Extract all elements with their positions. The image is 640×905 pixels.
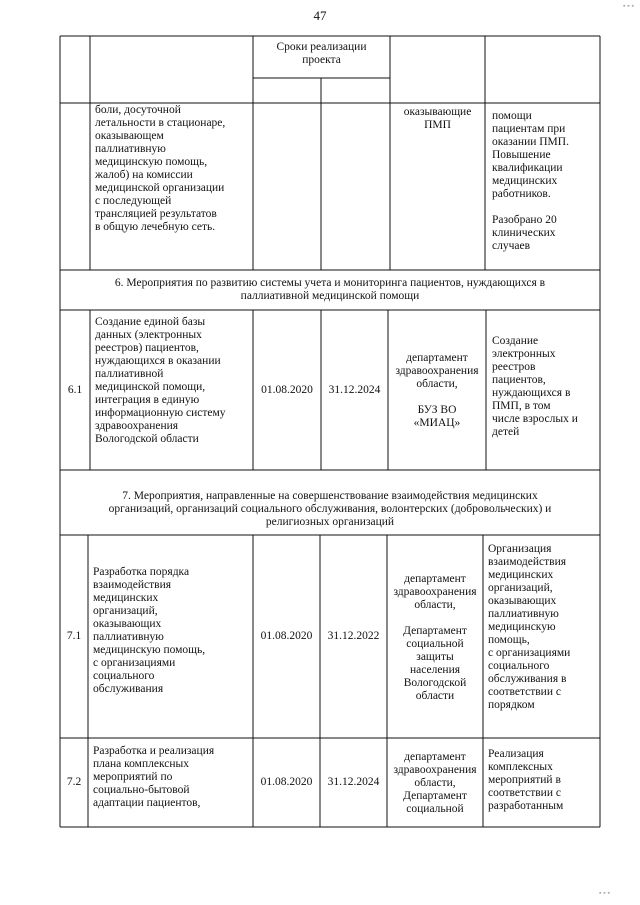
page-number: 47 (313, 8, 327, 23)
cont-result: помощи пациентам при оказании ПМП. Повышение квалификации медицинских работников. Разобрано 20 клинических случаев (492, 110, 569, 252)
row-7-2-executor: департамент здравоохранения области, Департамент социальной (393, 751, 477, 815)
row-7-1-executor: департамент здравоохранения области, Департамент социальной защиты населения Вологодской области (393, 573, 477, 702)
timeline-heading: Сроки реализации проекта (276, 41, 367, 66)
corner-mark: ▪ ▪ ▪ (623, 2, 634, 10)
row-7-1-num: 7.1 (66, 630, 82, 642)
bottom-mark: ▪ ▪ ▪ (599, 889, 610, 897)
row-7-1-end: 31.12.2022 (327, 630, 380, 642)
row-6-1-description: Создание единой базы данных (электронных реестров) пациентов, нуждающихся в оказании паллиативной медицинской помощи, интеграция в единую информационную систему здравоохранения Вологодской области (95, 316, 226, 445)
row-7-1-result: Организация взаимодействия медицинских организаций, оказывающих паллиативную медицинскую помощь, с организациями социального обслуживания в соответствии с порядком (488, 543, 571, 711)
row-6-1-start: 01.08.2020 (261, 383, 313, 396)
section-6-title: 6. Мероприятия по развитию системы учета и мониторинга пациентов, нуждающихся в паллиативной медицинской помощи (114, 277, 546, 302)
row-6-1-num: 6.1 (67, 383, 83, 396)
section-7-title: 7. Мероприятия, направленные на совершенствование взаимодействия медицинских организаций, организаций социального обслуживания, волонтерских (добровольческих) и религиозных организаций (108, 490, 552, 528)
cont-description: боли, досуточной летальности в стационаре, оказывающем паллиативную медицинскую помощь, жалоб) на комиссии медицинской организации с последующей трансляцией результатов в общую лечебную сеть. (95, 104, 226, 233)
row-6-1-executor: департамент здравоохранения области, БУЗ ВО «МИАЦ» (395, 352, 479, 429)
row-7-2-start: 01.08.2020 (260, 776, 313, 788)
row-7-2-end: 31.12.2024 (327, 776, 380, 788)
cont-executor: оказывающие ПМП (403, 106, 472, 131)
row-6-1-end: 31.12.2024 (328, 383, 381, 396)
row-7-2-result: Реализация комплексных мероприятий в соответствии с разработанным (488, 748, 564, 812)
row-6-1-result: Создание электронных реестров пациентов, нуждающихся в ПМП, в том числе взрослых и детей (492, 335, 578, 438)
row-7-2-description: Разработка и реализация плана комплексных мероприятий по социально-бытовой адаптации пациентов, (93, 745, 215, 809)
row-7-2-num: 7.2 (66, 776, 82, 788)
row-7-1-start: 01.08.2020 (260, 630, 313, 642)
row-7-1-description: Разработка порядка взаимодействия медицинских организаций, оказывающих паллиативную медицинскую помощь, с организациями социального обслуживания (93, 566, 206, 695)
